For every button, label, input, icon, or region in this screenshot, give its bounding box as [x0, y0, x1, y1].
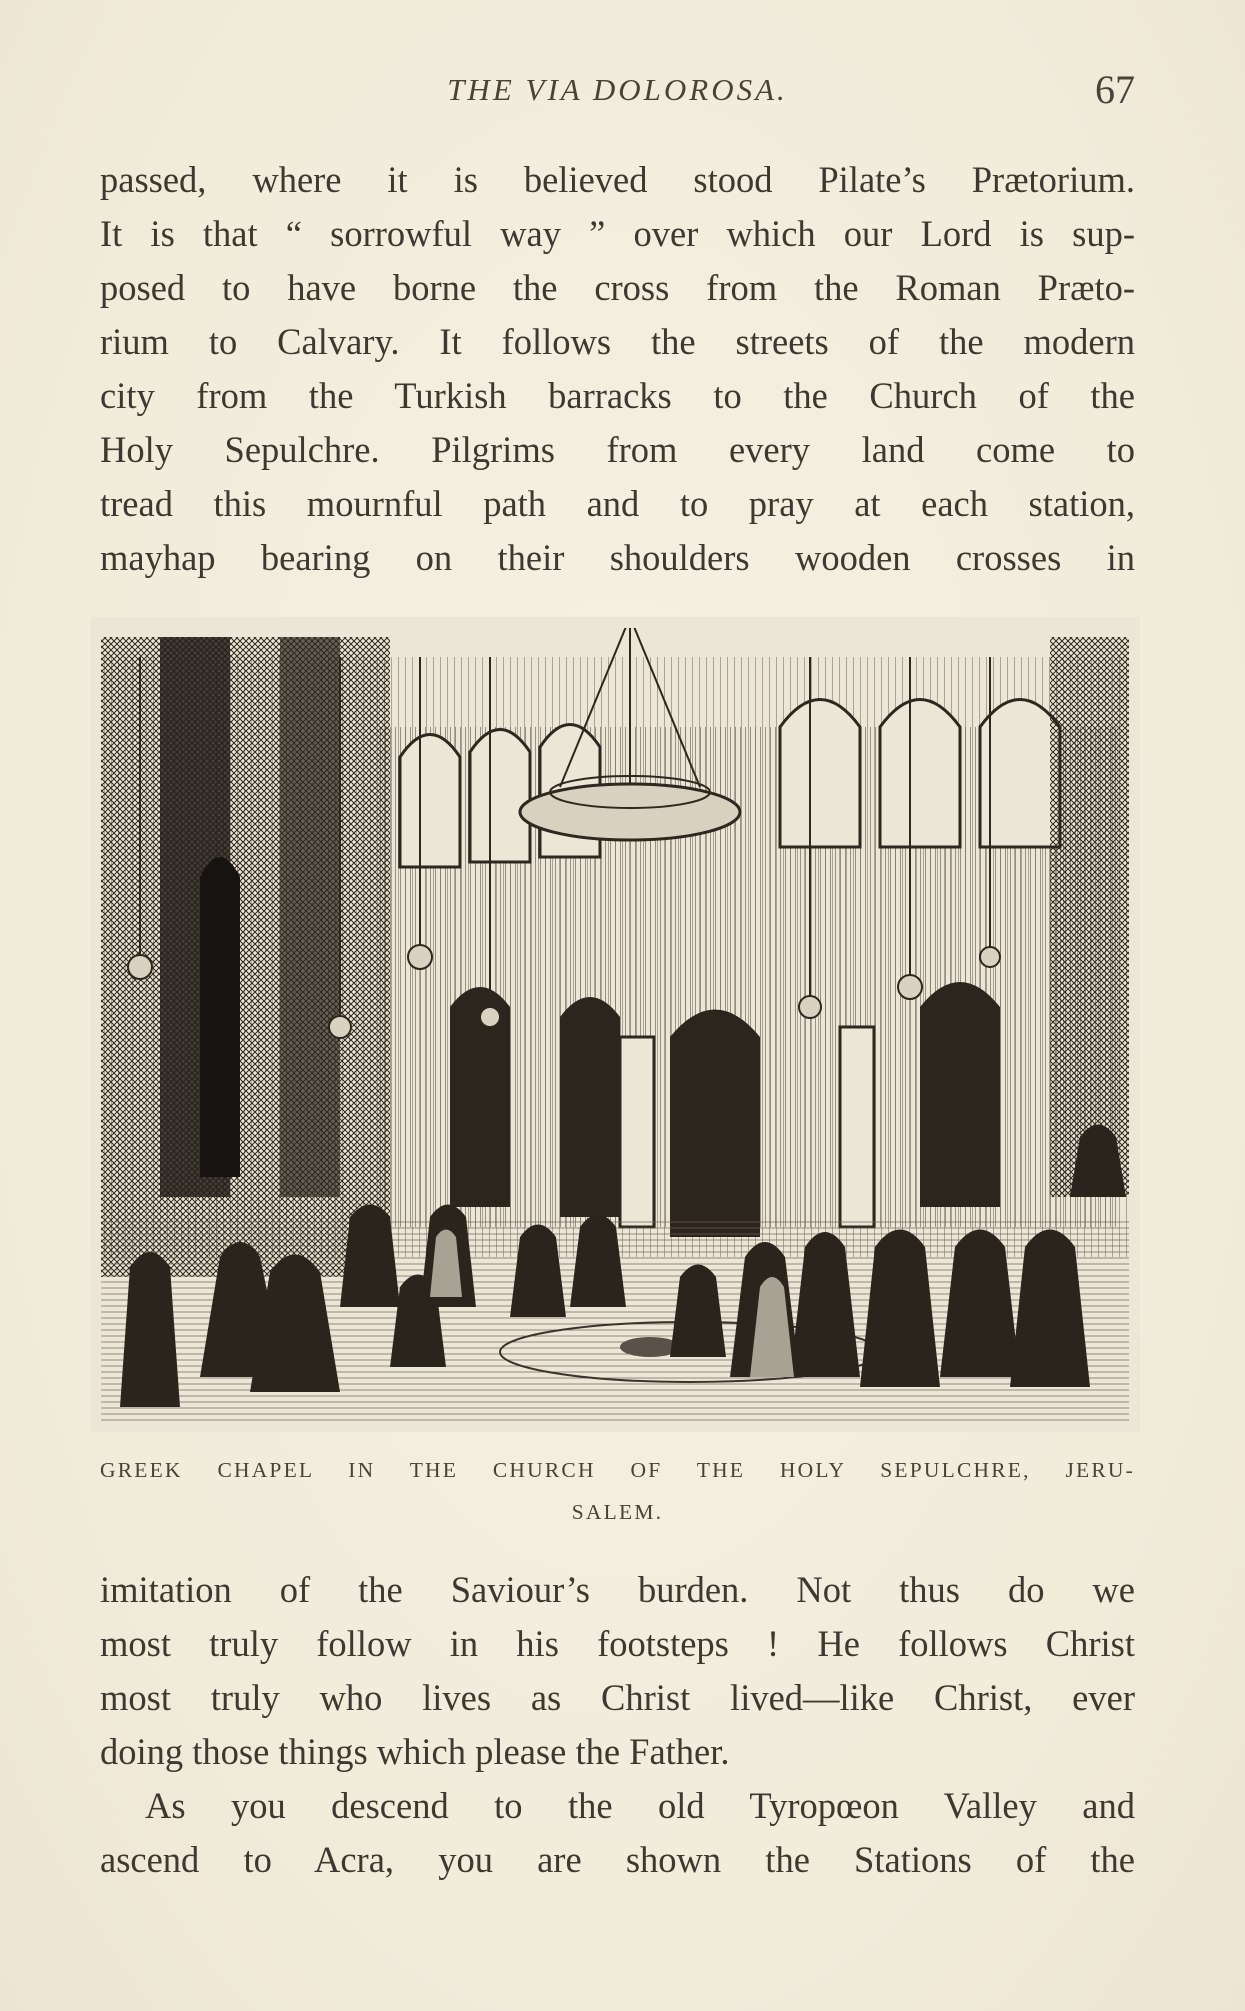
- text-line: rium to Calvary. It follows the streets of the modern: [100, 321, 1135, 362]
- running-title: THE VIA DOLOROSA.: [447, 72, 788, 107]
- text-line: ascend to Acra, you are shown the Stations of the: [100, 1839, 1135, 1880]
- text-line: most truly who lives as Christ lived—like Christ, ever: [100, 1677, 1135, 1718]
- figure-caption-line: SALEM.: [571, 1500, 664, 1524]
- engraving-illustration: [90, 617, 1140, 1432]
- text-line: As you descend to the old Tyropœon Valley and: [145, 1785, 1135, 1826]
- paragraph-bottom: [100, 1563, 1135, 1887]
- page-number: 67: [1095, 67, 1135, 112]
- text-line: It is that “ sorrowful way ” over which our Lord is sup-: [100, 213, 1135, 254]
- text-line: Holy Sepulchre. Pilgrims from every land come to: [100, 429, 1135, 470]
- text-line: mayhap bearing on their shoulders wooden crosses in: [100, 537, 1135, 578]
- text-line: posed to have borne the cross from the Roman Præto-: [100, 267, 1135, 308]
- text-line: most truly follow in his footsteps ! He follows Christ: [100, 1623, 1135, 1664]
- text-line: city from the Turkish barracks to the Church of the: [100, 375, 1135, 416]
- running-head: [100, 67, 1135, 122]
- paragraph-top: [100, 153, 1135, 585]
- text-line: doing those things which please the Father.: [100, 1731, 730, 1772]
- figure-caption-line: GREEK CHAPEL IN THE CHURCH OF THE HOLY SEPULCHRE, JERU-: [100, 1458, 1135, 1482]
- text-line: imitation of the Saviour’s burden. Not thus do we: [100, 1569, 1135, 1610]
- text-line: tread this mournful path and to pray at each station,: [100, 483, 1135, 524]
- text-line: passed, where it is believed stood Pilate’s Prætorium.: [100, 159, 1135, 200]
